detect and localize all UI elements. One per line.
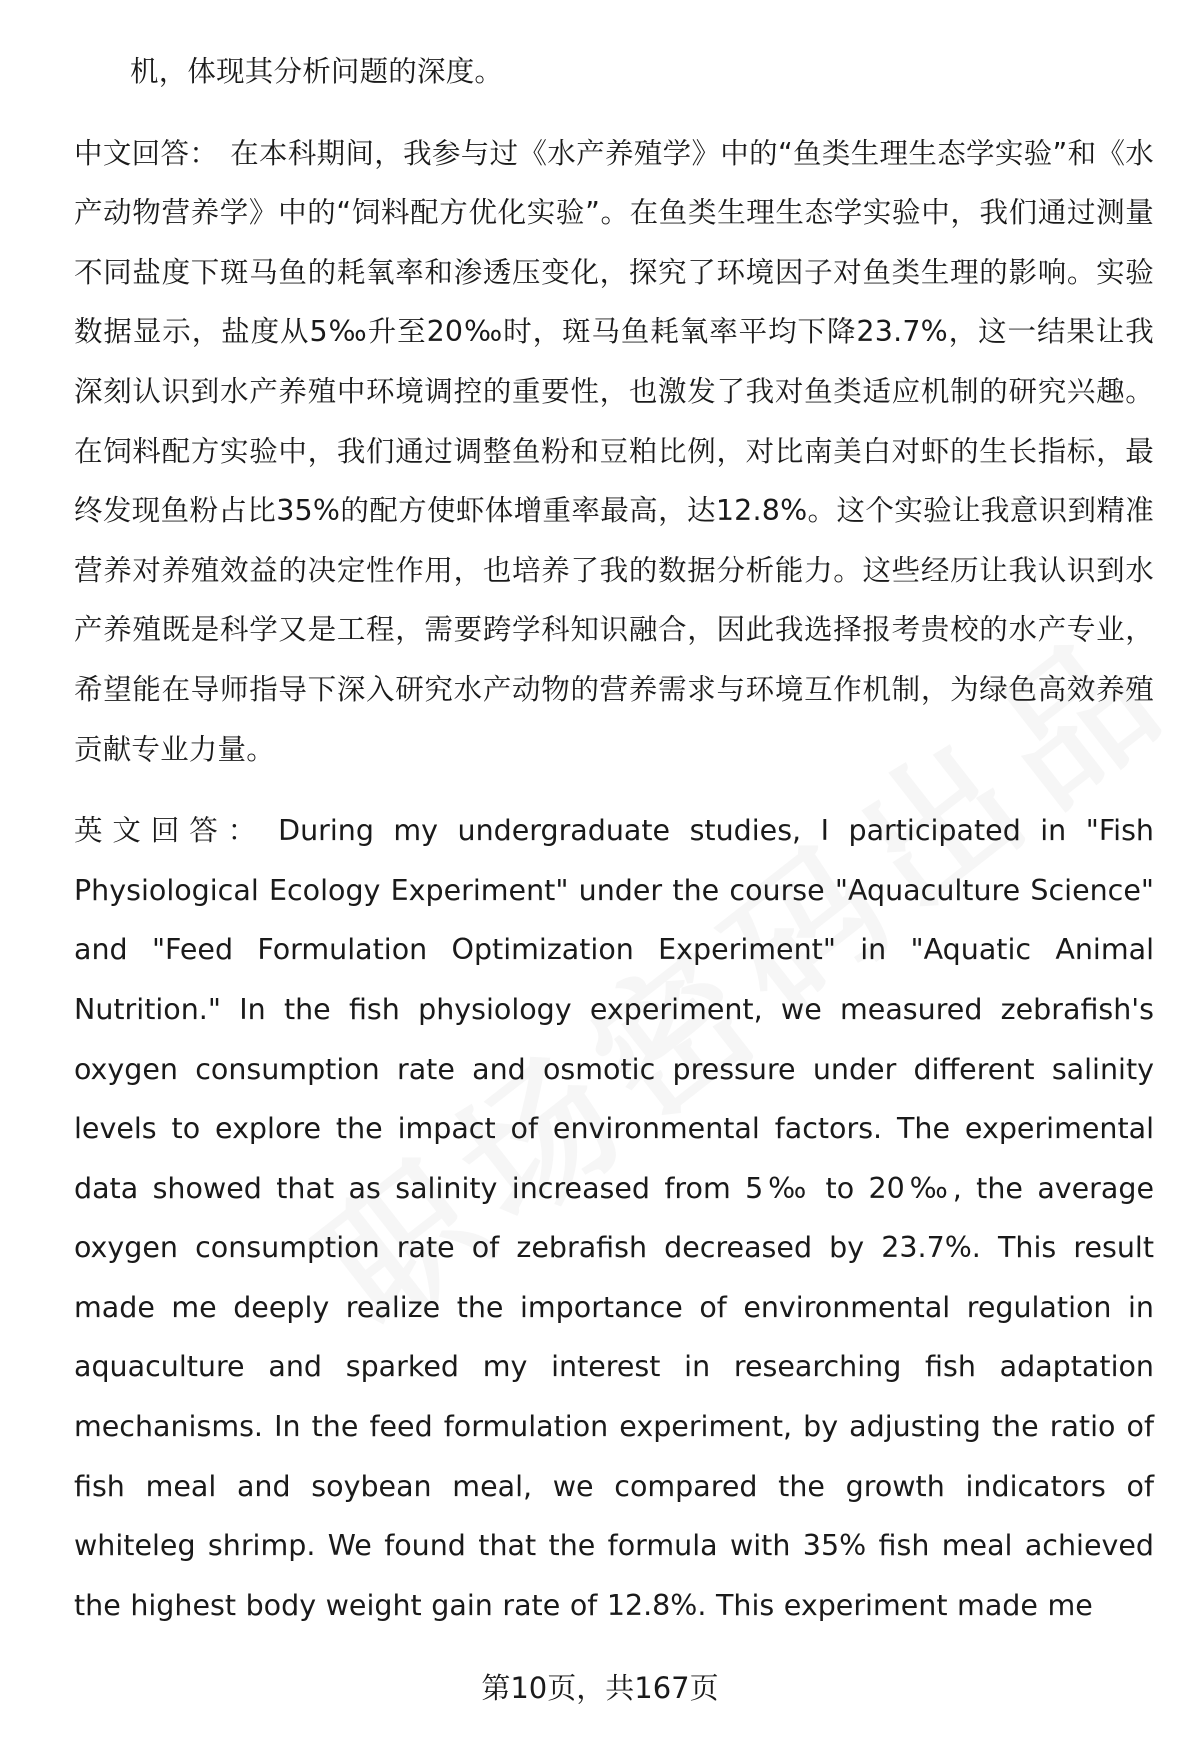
document-page (74, 42, 1154, 1635)
chinese-answer-text: 在本科期间，我参与过《水产养殖学》中的“鱼类生理生态学实验”和《水产动物营养学》中的“饲料配方优化实验”。在鱼类生理生态学实验中，我们通过测量不同盐度下斑马鱼的耗氧率和渗透压变化，探究了环境因子对鱼类生理的影响。实验数据显示，盐度从5‰升至20‰时，斑马鱼耗氧率平均下降23.7%，这一结果让我深刻认识到水产养殖中环境调控的重要性，也激发了我对鱼类适应机制的研究兴趣。在饲料配方实验中，我们通过调整鱼粉和豆粕比例，对比南美白对虾的生长指标，最终发现鱼粉占比35%的配方使虾体增重率最高，达12.8%。这个实验让我意识到精准营养对养殖效益的决定性作用，也培养了我的数据分析能力。这些经历让我认识到水产养殖既是科学又是工程，需要跨学科知识融合，因此我选择报考贵校的水产专业，希望能在导师指导下深入研究水产动物的营养需求与环境互作机制，为绿色高效养殖贡献专业力量。 (74, 136, 1154, 766)
chinese-answer-paragraph (74, 124, 1154, 780)
english-answer-label: 英文回答： (74, 814, 267, 848)
chinese-answer-label: 中文回答： (74, 136, 219, 170)
continuation-line: 机，体现其分析问题的深度。 (130, 55, 504, 88)
english-answer-text: During my undergraduate studies, I participated in "Fish Physiological Ecology Experiment" under the course "Aquaculture Science" and "Feed Formulation Optimization Experiment" in "Aquatic Animal Nutrition." In the fish physiology experiment, we measured zebrafish's oxygen consumption rate and osmotic pressure under different salinity levels to explore the impact of environmental factors. The experimental data showed that as salinity increased from 5‰ to 20‰, the average oxygen consumption rate of zebrafish decreased by 23.7%. This result made me deeply realize the importance of environmental regulation in aquaculture and sparked my interest in researching fish adaptation mechanisms. In the feed formulation experiment, by adjusting the ratio of fish meal and soybean meal, we compared the growth indicators of whiteleg shrimp. We found that the formula with 35% fish meal achieved the highest body weight gain rate of 12.8%. This experiment made me (74, 814, 1154, 1622)
english-answer-paragraph (74, 801, 1154, 1635)
page-number-footer: 第10页，共167页 (481, 1671, 719, 1705)
